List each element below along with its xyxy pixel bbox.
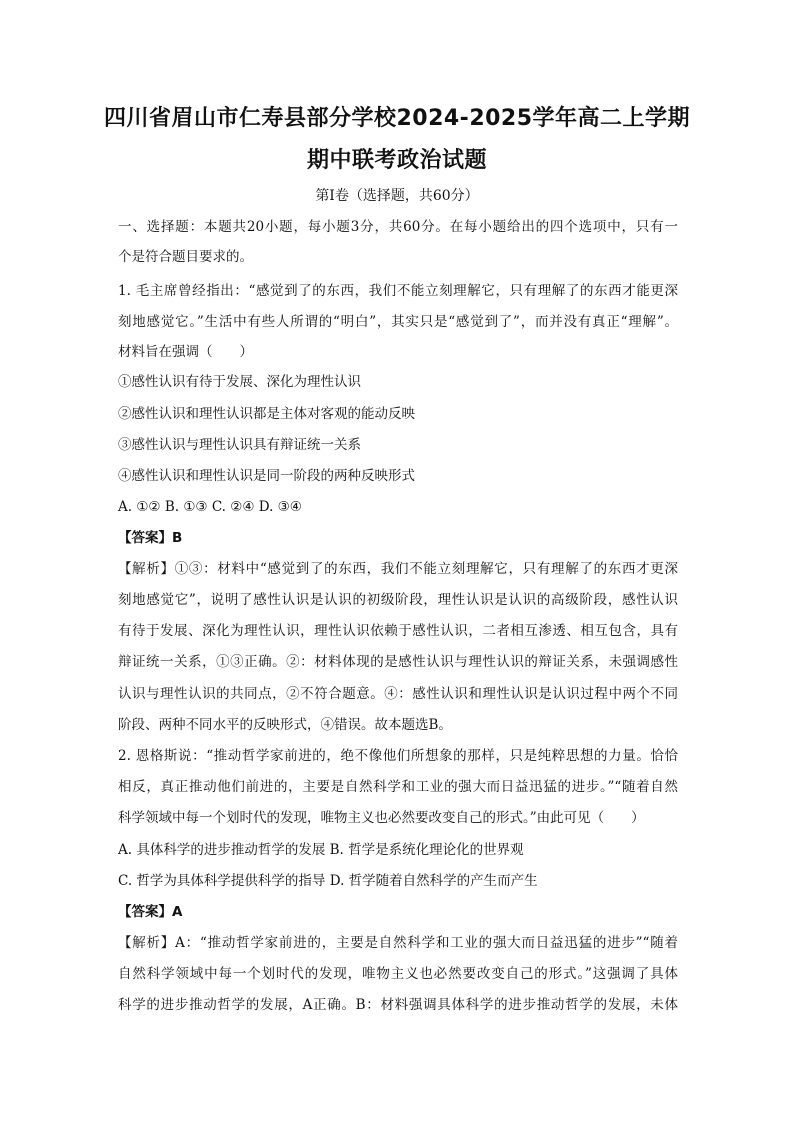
question-1-statement: ②感性认识和理性认识都是主体对客观的能动反映 [118,406,415,422]
question-2-explanation-line: 自然科学领域中每一个划时代的发现，唯物主义也必然要改变自己的形式。”这强调了具体 [118,966,678,982]
question-1-explanation-line: 有待于发展、深化为理性认识，理性认识依赖于感性认识，二者相互渗透、相互包含，具有 [118,623,678,639]
question-1-explanation-line: 辩证统一关系，①③正确。②：材料体现的是感性认识与理性认识的辩证关系，未强调感性 [118,654,678,670]
question-2-answer: 【答案】A [118,904,183,920]
question-1-statement: ④感性认识和理性认识是同一阶段的两种反映形式 [118,468,415,484]
question-1-answer: 【答案】B [118,530,183,546]
question-1-explanation-line: 【解析】①③：材料中“感觉到了的东西，我们不能立刻理解它，只有理解了的东西才更深 [118,561,678,577]
question-1-explanation-line: 阶段、两种不同水平的反映形式，④错误。故本题选B。 [118,717,452,733]
question-1-explanation-line: 认识与理性认识的共同点，②不符合题意。④：感性认识和理性认识是认识过程中两个不同 [118,686,678,702]
section-heading: 第Ⅰ卷（选择题，共60分） [315,188,479,204]
question-1-explanation-line: 刻地感觉它”，说明了感性认识是认识的初级阶段，理性认识是认识的高级阶段，感性认识 [118,592,678,608]
question-2-stem-line: 相反，真正推动他们前进的，主要是自然科学和工业的强大而日益迅猛的进步。”“随着自然 [118,779,678,795]
document-title-line-2: 期中联考政治试题 [306,148,487,173]
question-1-stem-line: 刻地感觉它。”生活中有些人所谓的“明白”，其实只是“感觉到了”，而并没有真正“理解”。 [118,314,678,330]
question-1-stem-line: 1. 毛主席曾经指出：“感觉到了的东西，我们不能立刻理解它，只有理解了的东西才能更深 [118,283,678,299]
document-title-line-1: 四川省眉山市仁寿县部分学校2024-2025学年高二上学期 [103,106,691,131]
question-2-options-line: A. 具体科学的进步推动哲学的发展 B. 哲学是系统化理论化的世界观 [118,842,524,858]
question-2-options-line: C. 哲学为具体科学提供科学的指导 D. 哲学随着自然科学的产生而产生 [118,873,538,889]
question-1-statement: ③感性认识与理性认识具有辩证统一关系 [118,437,361,453]
question-1-statement: ①感性认识有待于发展、深化为理性认识 [118,374,361,390]
question-2-stem-line: 2. 恩格斯说：“推动哲学家前进的，绝不像他们所想象的那样，只是纯粹思想的力量。恰恰 [118,748,678,764]
question-1-stem-line: 材料旨在强调（ ） [118,344,253,360]
question-2-stem-line: 科学领域中每一个划时代的发现，唯物主义也必然要改变自己的形式。”由此可见（ ） [118,810,645,826]
instructions-line: 个是符合题目要求的。 [118,249,253,265]
question-2-explanation-line: 科学的进步推动哲学的发展，A正确。B：材料强调具体科学的进步推动哲学的发展，未体 [118,997,678,1013]
instructions-line: 一、选择题：本题共20小题，每小题3分，共60分。在每小题给出的四个选项中，只有一 [118,219,678,235]
question-2-explanation-line: 【解析】A：“推动哲学家前进的，主要是自然科学和工业的强大而日益迅猛的进步”“随着 [118,935,678,951]
question-1-options: A. ①② B. ①③ C. ②④ D. ③④ [118,499,302,515]
